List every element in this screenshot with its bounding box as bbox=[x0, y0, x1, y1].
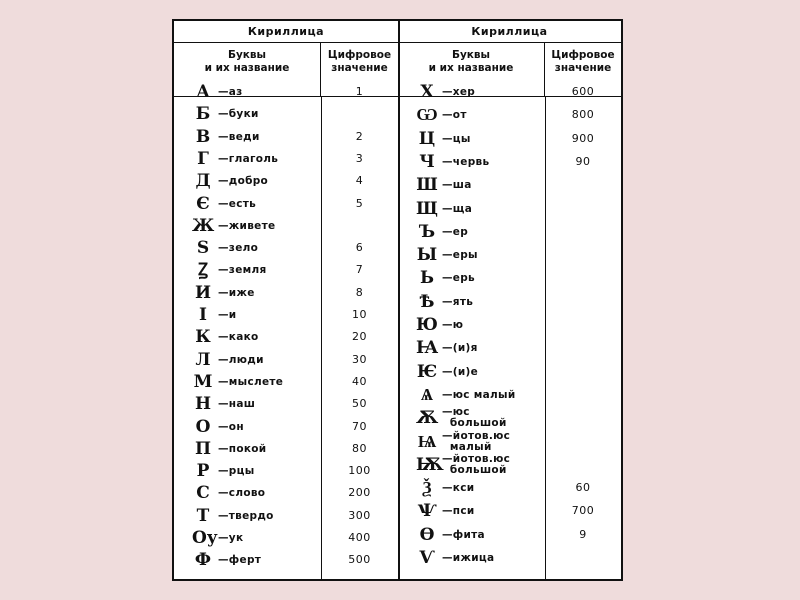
table-row bbox=[398, 337, 621, 359]
table-row bbox=[398, 291, 621, 313]
right-col-letters-line2: и их название bbox=[428, 62, 514, 74]
numeric-value: 2 bbox=[355, 129, 364, 143]
letter-glyph: Оу bbox=[192, 528, 218, 548]
letter-name: —аз bbox=[218, 86, 243, 98]
letter-name: —пси bbox=[442, 505, 475, 518]
letter-glyph: И bbox=[194, 282, 212, 303]
numeric-value bbox=[545, 384, 621, 406]
letter-glyph: Б bbox=[195, 104, 211, 125]
letter-name: —ук bbox=[218, 532, 244, 544]
letter-glyph: Н bbox=[194, 394, 212, 415]
table-row bbox=[174, 326, 398, 348]
letter-name: —иже bbox=[218, 286, 255, 299]
left-col-letters-line2: и их название bbox=[204, 62, 290, 74]
numeric-value: 80 bbox=[352, 441, 367, 455]
table-row bbox=[398, 431, 621, 453]
letter-name: —йотов.юс малый bbox=[442, 429, 511, 453]
table-row bbox=[398, 314, 621, 336]
letter-name: —глаголь bbox=[218, 152, 279, 165]
left-col-letters-line1: Буквы bbox=[227, 49, 267, 61]
numeric-value: 800 bbox=[571, 108, 595, 122]
letter-glyph: А bbox=[196, 82, 210, 102]
letter-name: —добро bbox=[218, 175, 269, 188]
numeric-value: 3 bbox=[355, 151, 364, 165]
letter-glyph: Ѥ bbox=[416, 361, 438, 382]
table-row bbox=[398, 221, 621, 243]
letter-name: —слово bbox=[218, 487, 266, 500]
letter-name: —цы bbox=[442, 132, 471, 145]
letter-glyph: Ꙗ bbox=[416, 338, 438, 359]
letter-glyph: Ѯ bbox=[422, 478, 432, 499]
table-row bbox=[398, 477, 621, 499]
table-row bbox=[174, 282, 398, 304]
letter-glyph: Ч bbox=[419, 151, 435, 172]
table-row bbox=[174, 81, 398, 103]
numeric-value bbox=[545, 361, 621, 383]
numeric-value: 700 bbox=[571, 504, 595, 518]
table-row bbox=[174, 438, 398, 460]
numeric-value bbox=[545, 314, 621, 336]
table-row bbox=[174, 215, 398, 237]
letter-name: —юс большой bbox=[442, 406, 507, 430]
letter-glyph: Ѵ bbox=[419, 548, 435, 568]
numeric-value: 900 bbox=[571, 131, 595, 145]
numeric-value: 60 bbox=[575, 481, 591, 495]
letter-name: —фита bbox=[442, 528, 485, 541]
letter-name: —есть bbox=[218, 197, 257, 210]
table-row bbox=[174, 460, 398, 482]
table-row bbox=[174, 549, 398, 571]
letter-glyph: Ѕ bbox=[196, 238, 210, 259]
letter-name: —буки bbox=[218, 108, 259, 121]
numeric-value: 90 bbox=[575, 154, 591, 168]
letter-name: —покой bbox=[218, 442, 267, 455]
left-col-value-line2: значение bbox=[331, 62, 388, 74]
numeric-value bbox=[545, 291, 621, 313]
letter-name: —ша bbox=[442, 179, 472, 192]
numeric-value: 100 bbox=[348, 464, 371, 478]
right-col-value-line2: значение bbox=[554, 62, 612, 74]
letter-glyph: Ѡ bbox=[416, 105, 438, 126]
table-row bbox=[398, 384, 621, 406]
table-row bbox=[398, 81, 621, 103]
letter-glyph: О bbox=[195, 416, 211, 437]
letter-name: —твердо bbox=[218, 509, 274, 522]
table-row bbox=[398, 500, 621, 522]
table-right-half bbox=[398, 21, 621, 579]
letter-name: —зело bbox=[218, 242, 259, 255]
numeric-value: 600 bbox=[571, 85, 595, 98]
table-row bbox=[174, 259, 398, 281]
letter-glyph: Ц bbox=[418, 128, 436, 149]
letter-glyph: Д bbox=[195, 171, 211, 192]
letter-glyph: Г bbox=[197, 148, 209, 169]
table-row bbox=[398, 128, 621, 150]
table-row bbox=[174, 148, 398, 170]
letter-glyph: П bbox=[194, 438, 212, 459]
numeric-value: 4 bbox=[355, 174, 364, 188]
numeric-value: 8 bbox=[355, 285, 364, 299]
numeric-value: 500 bbox=[348, 553, 371, 567]
letter-glyph: Щ bbox=[416, 198, 438, 219]
table-row bbox=[174, 505, 398, 527]
letter-glyph: М bbox=[193, 371, 213, 392]
letter-name: —како bbox=[218, 331, 259, 344]
letter-glyph: Ѧ bbox=[420, 384, 434, 405]
table-row bbox=[398, 524, 621, 546]
table-row bbox=[174, 170, 398, 192]
table-row bbox=[174, 393, 398, 415]
letter-name: —ерь bbox=[442, 272, 475, 285]
table-row bbox=[398, 267, 621, 289]
letter-name: —ижица bbox=[442, 552, 495, 564]
numeric-value bbox=[545, 244, 621, 266]
numeric-value bbox=[545, 407, 621, 429]
right-col-value-line1: Цифровое bbox=[551, 49, 615, 61]
table-row bbox=[398, 407, 621, 429]
letter-name: —хер bbox=[442, 86, 476, 98]
numeric-value bbox=[545, 431, 621, 453]
letter-name: —живете bbox=[218, 219, 276, 232]
letter-name: —йотов.юс большой bbox=[442, 452, 511, 476]
letter-name: —(и)е bbox=[442, 365, 479, 378]
letter-glyph: Х bbox=[420, 82, 434, 102]
numeric-value bbox=[545, 547, 621, 569]
letter-glyph: В bbox=[195, 126, 211, 147]
letter-glyph: Р bbox=[196, 461, 210, 482]
letter-glyph: І bbox=[199, 305, 207, 325]
letter-glyph: Ꙁ bbox=[198, 260, 208, 281]
numeric-value bbox=[545, 221, 621, 243]
numeric-value: 200 bbox=[348, 486, 371, 500]
table-row bbox=[174, 482, 398, 504]
numeric-value bbox=[321, 215, 398, 237]
table-row bbox=[174, 304, 398, 326]
numeric-value: 400 bbox=[348, 531, 371, 544]
table-row bbox=[398, 151, 621, 173]
letter-glyph: К bbox=[195, 327, 211, 348]
numeric-value: 5 bbox=[355, 196, 364, 210]
numeric-value: 7 bbox=[355, 263, 364, 277]
table-row bbox=[174, 193, 398, 215]
letter-name: —от bbox=[442, 109, 467, 122]
table-row bbox=[174, 349, 398, 371]
numeric-value: 300 bbox=[348, 508, 371, 522]
table-row bbox=[174, 416, 398, 438]
numeric-value: 20 bbox=[352, 330, 367, 344]
letter-glyph: Ѫ bbox=[416, 408, 439, 429]
letter-name: —веди bbox=[218, 130, 260, 143]
numeric-value: 30 bbox=[352, 352, 367, 366]
table-row bbox=[398, 361, 621, 383]
letter-glyph: Ю bbox=[416, 315, 438, 335]
table-row bbox=[398, 104, 621, 126]
table-row bbox=[398, 174, 621, 196]
numeric-value: 6 bbox=[355, 241, 364, 255]
letter-name: —наш bbox=[218, 398, 256, 411]
table-row bbox=[174, 103, 398, 125]
right-col-letters-line1: Буквы bbox=[451, 49, 491, 61]
letter-glyph: Ъ bbox=[418, 221, 436, 242]
letter-name: —ять bbox=[442, 295, 474, 308]
left-col-value-line1: Цифровое bbox=[327, 49, 392, 61]
letter-glyph: Ж bbox=[192, 215, 215, 236]
numeric-value bbox=[321, 103, 398, 125]
numeric-value bbox=[545, 454, 621, 476]
letter-name: —и bbox=[218, 309, 237, 321]
numeric-value bbox=[545, 174, 621, 196]
table-row bbox=[398, 454, 621, 476]
letter-glyph: Ф bbox=[194, 550, 212, 571]
numeric-value: 10 bbox=[352, 308, 367, 321]
letter-name: —земля bbox=[218, 264, 267, 277]
letter-glyph: Ѱ bbox=[417, 501, 437, 522]
letter-name: —ер bbox=[442, 225, 469, 238]
letter-glyph: Ш bbox=[416, 175, 438, 196]
table-row bbox=[174, 527, 398, 549]
letter-name: —кси bbox=[442, 482, 475, 495]
letter-glyph: Ы bbox=[416, 245, 438, 266]
letter-glyph: С bbox=[196, 483, 210, 504]
letter-glyph: Ь bbox=[419, 268, 435, 289]
numeric-value bbox=[545, 267, 621, 289]
table-row bbox=[398, 244, 621, 266]
numeric-value: 9 bbox=[579, 527, 587, 541]
letter-name: —он bbox=[218, 420, 244, 433]
numeric-value: 1 bbox=[355, 85, 364, 98]
letter-name: —ферт bbox=[218, 554, 262, 567]
table-row bbox=[174, 126, 398, 148]
left-title: Кириллица bbox=[174, 21, 398, 43]
numeric-value: 70 bbox=[352, 419, 367, 433]
numeric-value: 40 bbox=[352, 374, 367, 388]
numeric-value: 50 bbox=[352, 397, 367, 411]
letter-glyph: Ѳ bbox=[419, 524, 435, 545]
table-row bbox=[174, 371, 398, 393]
table-row bbox=[398, 198, 621, 220]
letter-name: —мыслете bbox=[218, 375, 284, 388]
letter-name: —(и)я bbox=[442, 342, 478, 355]
table-row bbox=[174, 237, 398, 259]
letter-name: —ю bbox=[442, 319, 464, 331]
letter-name: —рцы bbox=[218, 465, 255, 478]
cyrillic-table bbox=[172, 19, 623, 581]
letter-glyph: Т bbox=[196, 505, 210, 526]
letter-name: —ща bbox=[442, 202, 473, 215]
letter-glyph: Ѣ bbox=[419, 291, 435, 312]
letter-name: —червь bbox=[442, 155, 490, 168]
letter-glyph: Ѭ bbox=[416, 454, 444, 475]
numeric-value bbox=[545, 198, 621, 220]
letter-glyph: Ѩ bbox=[417, 431, 437, 452]
letter-glyph: Є bbox=[196, 193, 210, 214]
numeric-value bbox=[545, 337, 621, 359]
letter-glyph: Л bbox=[195, 349, 211, 370]
letter-name: —еры bbox=[442, 249, 478, 262]
letter-name: —юс малый bbox=[442, 388, 516, 401]
right-title: Кириллица bbox=[398, 21, 621, 43]
letter-name: —люди bbox=[218, 353, 264, 366]
table-left-half bbox=[174, 21, 400, 579]
table-row bbox=[398, 547, 621, 569]
